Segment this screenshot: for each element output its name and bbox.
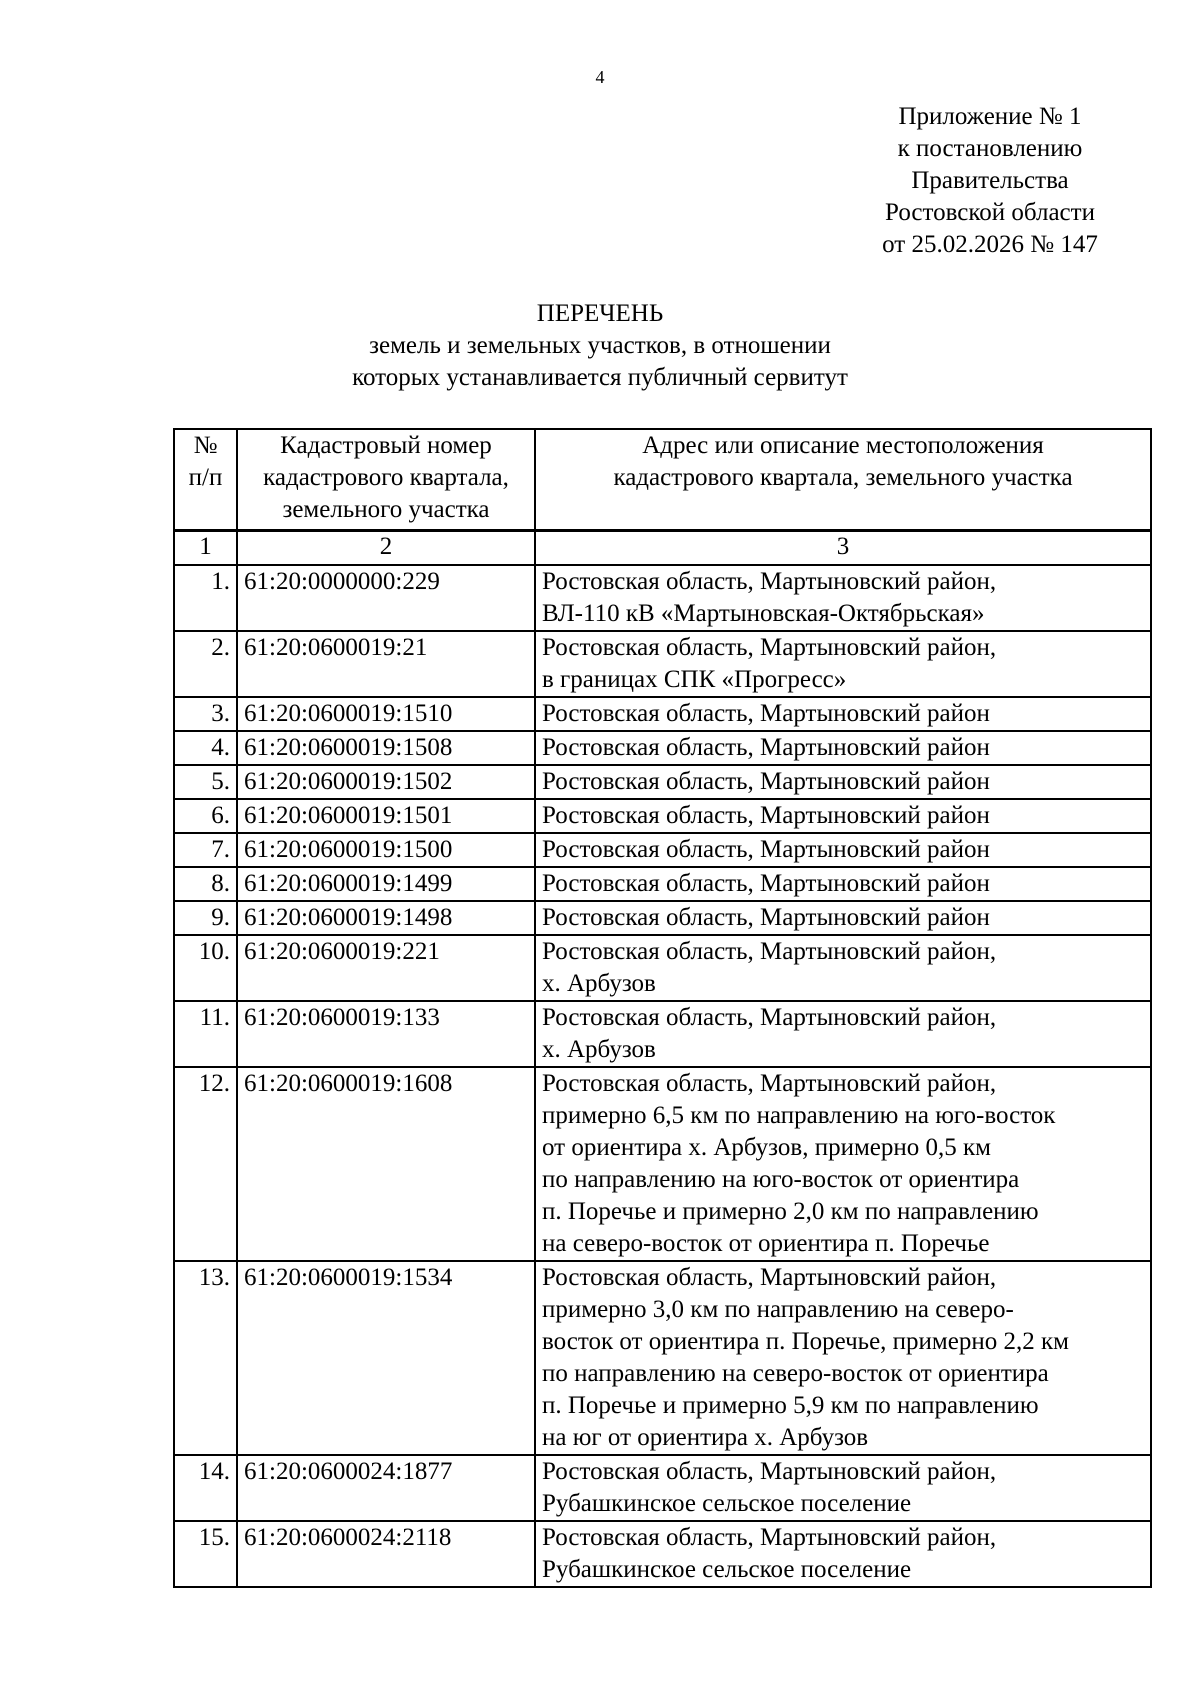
cadastral-number: 61:20:0600019:1608 <box>237 1067 535 1261</box>
row-number: 1. <box>174 565 237 631</box>
address-line: примерно 3,0 км по направлению на северо- <box>542 1296 1014 1323</box>
address-line: примерно 6,5 км по направлению на юго-восток <box>542 1102 1056 1129</box>
header-num-line: п/п <box>188 464 223 491</box>
header-cadastral-line: земельного участка <box>282 496 490 523</box>
address-line: на юг от ориентира х. Арбузов <box>542 1424 869 1451</box>
address-line: Ростовская область, Мартыновский район, <box>542 1524 997 1551</box>
document-subtitle-line: земель и земельных участков, в отношении <box>369 332 831 359</box>
cadastral-number: 61:20:0600019:1500 <box>237 833 535 867</box>
address-line: Ростовская область, Мартыновский район, <box>542 938 997 965</box>
address-line: по направлению на юго-восток от ориентира <box>542 1166 1020 1193</box>
address-cell <box>535 935 1151 1001</box>
column-index: 2 <box>237 531 535 566</box>
address-line: Ростовская область, Мартыновский район, <box>542 1004 997 1031</box>
table-row <box>174 565 1151 631</box>
address-cell <box>535 1001 1151 1067</box>
address-line: Ростовская область, Мартыновский район, <box>542 1264 997 1291</box>
table-body <box>174 565 1151 1587</box>
address-line: Ростовская область, Мартыновский район, <box>542 1070 997 1097</box>
address-line: Ростовская область, Мартыновский район <box>542 768 990 795</box>
header-address <box>535 429 1151 531</box>
table-row <box>174 731 1151 765</box>
address-cell <box>535 697 1151 731</box>
address-cell <box>535 1261 1151 1455</box>
table-row <box>174 935 1151 1001</box>
cadastral-number: 61:20:0600019:1501 <box>237 799 535 833</box>
cadastral-number: 61:20:0600019:1502 <box>237 765 535 799</box>
address-cell <box>535 731 1151 765</box>
cadastral-number: 61:20:0000000:229 <box>237 565 535 631</box>
column-index: 1 <box>174 531 237 566</box>
address-cell <box>535 1455 1151 1521</box>
row-number: 7. <box>174 833 237 867</box>
row-number: 10. <box>174 935 237 1001</box>
row-number: 9. <box>174 901 237 935</box>
table-row <box>174 1001 1151 1067</box>
address-cell <box>535 765 1151 799</box>
appendix-line: Правительства <box>911 167 1069 194</box>
address-cell <box>535 901 1151 935</box>
header-cadastral-line: Кадастровый номер <box>280 432 492 459</box>
land-plots-table <box>173 428 1152 1588</box>
cadastral-number: 61:20:0600019:1498 <box>237 901 535 935</box>
address-line: х. Арбузов <box>542 970 656 997</box>
address-cell <box>535 631 1151 697</box>
address-line: ВЛ-110 кВ «Мартыновская-Октябрьская» <box>542 600 985 627</box>
header-cadastral <box>237 429 535 531</box>
table-row <box>174 867 1151 901</box>
header-num-line: № <box>193 432 218 459</box>
table-row <box>174 697 1151 731</box>
address-line: п. Поречье и примерно 2,0 км по направлению <box>542 1198 1039 1225</box>
table-row <box>174 631 1151 697</box>
address-cell <box>535 867 1151 901</box>
row-number: 14. <box>174 1455 237 1521</box>
table-row <box>174 1067 1151 1261</box>
address-line: Ростовская область, Мартыновский район, <box>542 568 997 595</box>
table-row <box>174 833 1151 867</box>
row-number: 8. <box>174 867 237 901</box>
appendix-line: от 25.02.2026 № 147 <box>882 231 1098 258</box>
address-line: Ростовская область, Мартыновский район <box>542 802 990 829</box>
table-header-row <box>174 429 1151 531</box>
address-line: Рубашкинское сельское поселение <box>542 1490 912 1517</box>
row-number: 11. <box>174 1001 237 1067</box>
row-number: 5. <box>174 765 237 799</box>
address-line: Ростовская область, Мартыновский район, <box>542 1458 997 1485</box>
table-row <box>174 1261 1151 1455</box>
cadastral-number: 61:20:0600019:21 <box>237 631 535 697</box>
document-title: ПЕРЕЧЕНЬ <box>536 300 664 327</box>
address-cell <box>535 565 1151 631</box>
address-line: Ростовская область, Мартыновский район <box>542 904 990 931</box>
header-cadastral-line: кадастрового квартала, <box>263 464 509 491</box>
address-line: восток от ориентира п. Поречье, примерно 2,2 км <box>542 1328 1069 1355</box>
document-subtitle-line: которых устанавливается публичный сервитут <box>352 364 848 391</box>
row-number: 2. <box>174 631 237 697</box>
cadastral-number: 61:20:0600019:1508 <box>237 731 535 765</box>
address-line: х. Арбузов <box>542 1036 656 1063</box>
address-line: на северо-восток от ориентира п. Поречье <box>542 1230 990 1257</box>
table-row <box>174 799 1151 833</box>
column-index: 3 <box>535 531 1151 566</box>
row-number: 13. <box>174 1261 237 1455</box>
cadastral-number: 61:20:0600024:2118 <box>237 1521 535 1587</box>
address-line: в границах СПК «Прогресс» <box>542 666 847 693</box>
table-row <box>174 901 1151 935</box>
appendix-line: к постановлению <box>897 135 1083 162</box>
cadastral-number: 61:20:0600019:1534 <box>237 1261 535 1455</box>
address-line: по направлению на северо-восток от ориентира <box>542 1360 1049 1387</box>
address-cell <box>535 1067 1151 1261</box>
row-number: 15. <box>174 1521 237 1587</box>
appendix-line: Ростовской области <box>885 199 1095 226</box>
address-line: Ростовская область, Мартыновский район <box>542 700 990 727</box>
address-line: Ростовская область, Мартыновский район <box>542 836 990 863</box>
row-number: 4. <box>174 731 237 765</box>
page-number: 4 <box>595 67 605 87</box>
appendix-line: Приложение № 1 <box>898 103 1082 130</box>
address-cell <box>535 833 1151 867</box>
cadastral-number: 61:20:0600019:1510 <box>237 697 535 731</box>
header-address-line: Адрес или описание местоположения <box>642 432 1044 459</box>
address-line: Ростовская область, Мартыновский район <box>542 734 990 761</box>
address-line: Рубашкинское сельское поселение <box>542 1556 912 1583</box>
header-num <box>174 429 237 531</box>
cadastral-number: 61:20:0600019:1499 <box>237 867 535 901</box>
row-number: 6. <box>174 799 237 833</box>
header-address-line: кадастрового квартала, земельного участка <box>613 464 1073 491</box>
table-row <box>174 765 1151 799</box>
address-line: п. Поречье и примерно 5,9 км по направлению <box>542 1392 1039 1419</box>
appendix-block <box>830 101 1150 261</box>
table-row <box>174 1455 1151 1521</box>
address-line: от ориентира х. Арбузов, примерно 0,5 км <box>542 1134 991 1161</box>
row-number: 12. <box>174 1067 237 1261</box>
column-index-row <box>174 531 1151 566</box>
row-number: 3. <box>174 697 237 731</box>
cadastral-number: 61:20:0600024:1877 <box>237 1455 535 1521</box>
cadastral-number: 61:20:0600019:133 <box>237 1001 535 1067</box>
document-heading <box>0 298 1200 394</box>
address-line: Ростовская область, Мартыновский район <box>542 870 990 897</box>
table-row <box>174 1521 1151 1587</box>
cadastral-number: 61:20:0600019:221 <box>237 935 535 1001</box>
address-cell <box>535 799 1151 833</box>
address-cell <box>535 1521 1151 1587</box>
address-line: Ростовская область, Мартыновский район, <box>542 634 997 661</box>
